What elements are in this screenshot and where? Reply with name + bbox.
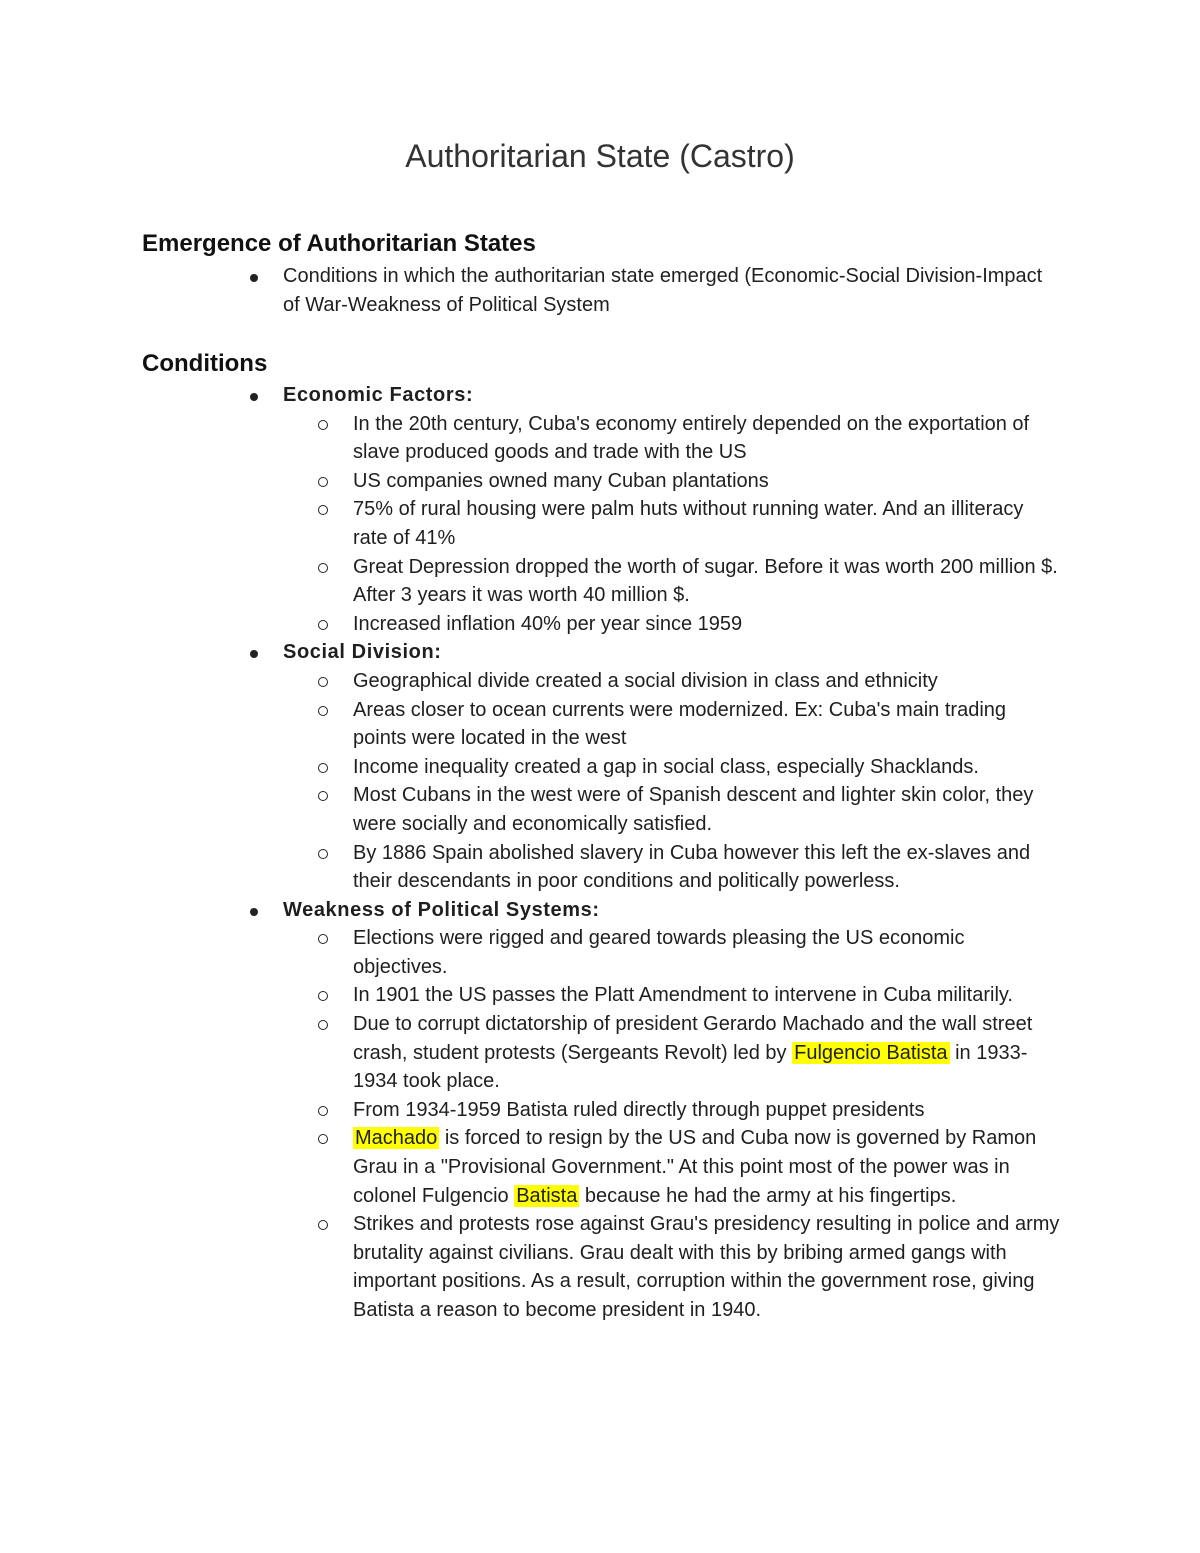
- list-item-economic: [0, 381, 1200, 410]
- social-division-label: Social Division:: [283, 641, 442, 664]
- circle-bullet-icon: [318, 991, 328, 1001]
- sub-list-item: [0, 696, 1200, 753]
- sub-list-item: [0, 1010, 1200, 1096]
- circle-bullet-icon: [318, 677, 328, 687]
- sub-list-item: [0, 839, 1200, 896]
- sub-list-item: [0, 924, 1200, 981]
- sub-list-item: [0, 1124, 1200, 1210]
- circle-bullet-icon: [318, 1020, 328, 1030]
- circle-bullet-icon: [318, 1134, 328, 1144]
- sub-list-item-text: Geographical divide created a social division in class and ethnicity: [353, 669, 938, 692]
- list-item-social: [0, 638, 1200, 667]
- circle-bullet-icon: [318, 620, 328, 630]
- sub-list-item: [0, 753, 1200, 782]
- circle-bullet-icon: [318, 849, 328, 859]
- sub-list-item-text: Great Depression dropped the worth of sugar. Before it was worth 200 million $. After 3 years it was worth 40 million $.: [353, 555, 1058, 607]
- list-item-text: Conditions in which the authoritarian state emerged (Economic-Social Division-Impact of War-Weakness of Political System: [283, 265, 1043, 316]
- emergence-list: [0, 262, 1200, 319]
- circle-bullet-icon: [318, 1106, 328, 1116]
- bullet-icon: [250, 274, 258, 282]
- bullet-icon: [250, 650, 258, 658]
- sub-list-item-text: From 1934-1959 Batista ruled directly through puppet presidents: [353, 1098, 925, 1121]
- sub-list-item-text: By 1886 Spain abolished slavery in Cuba however this left the ex-slaves and their descendants in poor conditions and politically powerless.: [353, 841, 1031, 893]
- economic-factors-label: Economic Factors:: [283, 384, 474, 406]
- conditions-list: [0, 381, 1200, 1325]
- sub-list-item-text: Elections were rigged and geared towards pleasing the US economic objectives.: [353, 927, 965, 978]
- sub-list-item: [0, 553, 1200, 610]
- sub-list-item: [0, 1210, 1200, 1324]
- sub-list-item: [0, 667, 1200, 696]
- sub-list-item-text: 75% of rural housing were palm huts without running water. And an illiteracy rate of 41%: [353, 498, 1024, 549]
- circle-bullet-icon: [318, 477, 328, 487]
- emergence-heading: Emergence of Authoritarian States: [142, 230, 536, 257]
- page-title: Authoritarian State (Castro): [405, 138, 795, 174]
- bullet-icon: [250, 393, 258, 401]
- list-item-political: [0, 896, 1200, 925]
- text-segment: Due to corrupt dictatorship of president Gerardo Machado and the wall street crash, student protests (Sergeants Revolt) led by: [353, 1013, 1033, 1064]
- circle-bullet-icon: [318, 505, 328, 515]
- circle-bullet-icon: [318, 791, 328, 801]
- sub-list-item-text: Increased inflation 40% per year since 1959: [353, 612, 743, 635]
- political-systems-label: Weakness of Political Systems:: [283, 898, 600, 921]
- sub-list-item-text: US companies owned many Cuban plantations: [353, 469, 769, 492]
- bullet-icon: [250, 908, 258, 916]
- text-segment: is forced to resign by the US and Cuba now is governed by Ramon Grau in a "Provisional Government." At this point most of the power was in colonel Fulgencio: [353, 1127, 1037, 1207]
- highlighted-text: Batista: [516, 1184, 578, 1207]
- conditions-heading: Conditions: [142, 350, 268, 377]
- circle-bullet-icon: [318, 706, 328, 716]
- sub-list-item-text: [353, 1124, 1063, 1210]
- sub-list-item-text: Strikes and protests rose against Grau's presidency resulting in police and army brutality against civilians. Grau dealt with this by bribing armed gangs with important positions. As a result, corruption within the government rose, giving Batista a reason to become president in 1940.: [353, 1213, 1060, 1321]
- circle-bullet-icon: [318, 563, 328, 573]
- sub-list-item-text: Income inequality created a gap in social class, especially Shacklands.: [353, 755, 979, 778]
- sub-list-item-text: [353, 1010, 1063, 1096]
- circle-bullet-icon: [318, 1220, 328, 1230]
- highlighted-text: Machado: [355, 1127, 438, 1150]
- sub-list-item: [0, 781, 1200, 838]
- sub-list-item: [0, 410, 1200, 467]
- text-segment: because he had the army at his fingertips.: [579, 1184, 957, 1207]
- circle-bullet-icon: [318, 934, 328, 944]
- circle-bullet-icon: [318, 763, 328, 773]
- sub-list-item: [0, 981, 1200, 1010]
- highlighted-text: Fulgencio Batista: [794, 1041, 948, 1064]
- sub-list-item-text: In the 20th century, Cuba's economy entirely depended on the exportation of slave produced goods and trade with the US: [353, 412, 1030, 464]
- sub-list-item: [0, 1096, 1200, 1125]
- text-segment: in 1933-1934 took place.: [353, 1041, 1028, 1093]
- sub-list-item-text: In 1901 the US passes the Platt Amendment to intervene in Cuba militarily.: [353, 984, 1013, 1007]
- sub-list-item: [0, 610, 1200, 639]
- circle-bullet-icon: [318, 420, 328, 430]
- sub-list-item: [0, 495, 1200, 552]
- sub-list-item: [0, 467, 1200, 496]
- sub-list-item-text: Areas closer to ocean currents were modernized. Ex: Cuba's main trading points were located in the west: [353, 698, 1007, 750]
- list-item: [0, 262, 1200, 319]
- sub-list-item-text: Most Cubans in the west were of Spanish descent and lighter skin color, they were socially and economically satisfied.: [353, 784, 1034, 835]
